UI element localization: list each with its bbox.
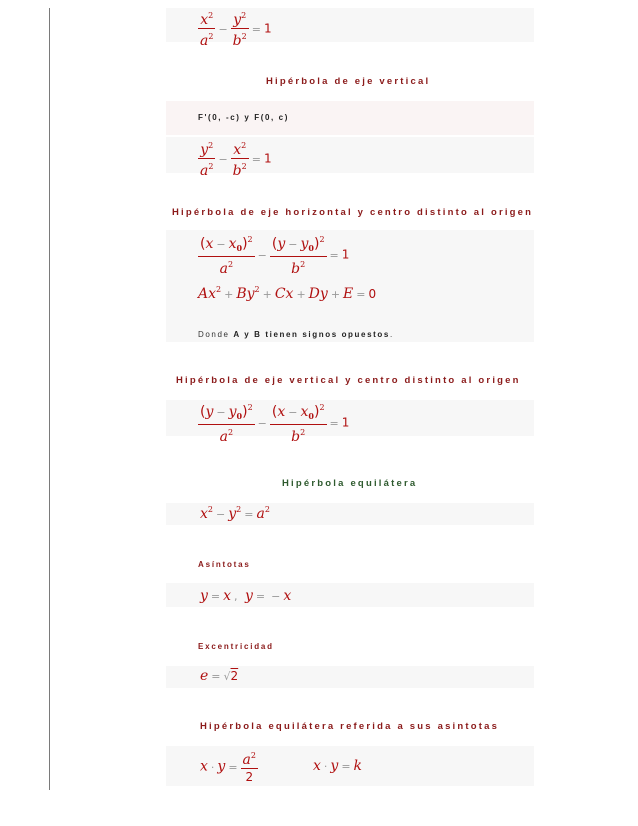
heading-equilateral-asymptotes: Hipérbola equilátera referida a sus asintotas bbox=[200, 721, 500, 732]
heading-vertical-axis: Hipérbola de eje vertical bbox=[266, 76, 431, 87]
equation-asymptotes: y = x , y = − x bbox=[200, 588, 292, 604]
heading-horizontal-offcenter: Hipérbola de eje horizontal y centro distinto al origen bbox=[172, 207, 534, 218]
equation-equilateral: $x^2 - y^2 = a^2$ bbox=[200, 505, 270, 522]
equation-vertical-offcenter: $\frac{(y - y_0)^2}{a^2}$ − $\frac{(x - x_0)^2}{b^2}$ = 1 bbox=[200, 403, 350, 445]
note-prefix: Donde bbox=[198, 330, 234, 339]
equation-general-form: $Ax^2 + By^2 + Cx + Dy + E = 0$ bbox=[198, 285, 377, 302]
equation-equilateral-asymptotes-k: x · y = k bbox=[313, 758, 363, 774]
denominator-two: 2 bbox=[245, 770, 254, 784]
label-eccentricity: Excentricidad bbox=[198, 642, 274, 651]
left-margin-rule bbox=[49, 8, 50, 790]
equation-eccentricity: e = √2 bbox=[200, 668, 239, 684]
label-asymptotes: Asíntotas bbox=[198, 560, 251, 569]
foci-text: F'(0, -c) y F(0, c) bbox=[198, 113, 289, 122]
opposite-signs-note bbox=[198, 330, 394, 339]
equation-horizontal-offcenter: $\frac{(x - x_0)^2}{a^2}$ − $\frac{(y - y_0)^2}{b^2}$ = 1 bbox=[200, 235, 350, 277]
equation-vertical-hyperbola: $\frac{y^2}{a^2}$ − $\frac{x^2}{b^2}$ = 1 bbox=[200, 141, 272, 179]
note-suffix: . bbox=[389, 330, 394, 339]
equation-equilateral-asymptotes-a: x · y = $\frac{a^2}{2}$ bbox=[200, 751, 256, 784]
heading-equilateral: Hipérbola equilátera bbox=[282, 478, 418, 489]
sqrt-two-value: 2 bbox=[230, 669, 239, 683]
note-bold: A y B tienen signos opuestos bbox=[233, 330, 390, 339]
heading-vertical-offcenter: Hipérbola de eje vertical y centro distinto al origen bbox=[176, 375, 521, 386]
equation-horizontal-hyperbola: $\frac{x^2}{a^2}$ − $\frac{y^2}{b^2}$ = 1 bbox=[200, 11, 272, 49]
